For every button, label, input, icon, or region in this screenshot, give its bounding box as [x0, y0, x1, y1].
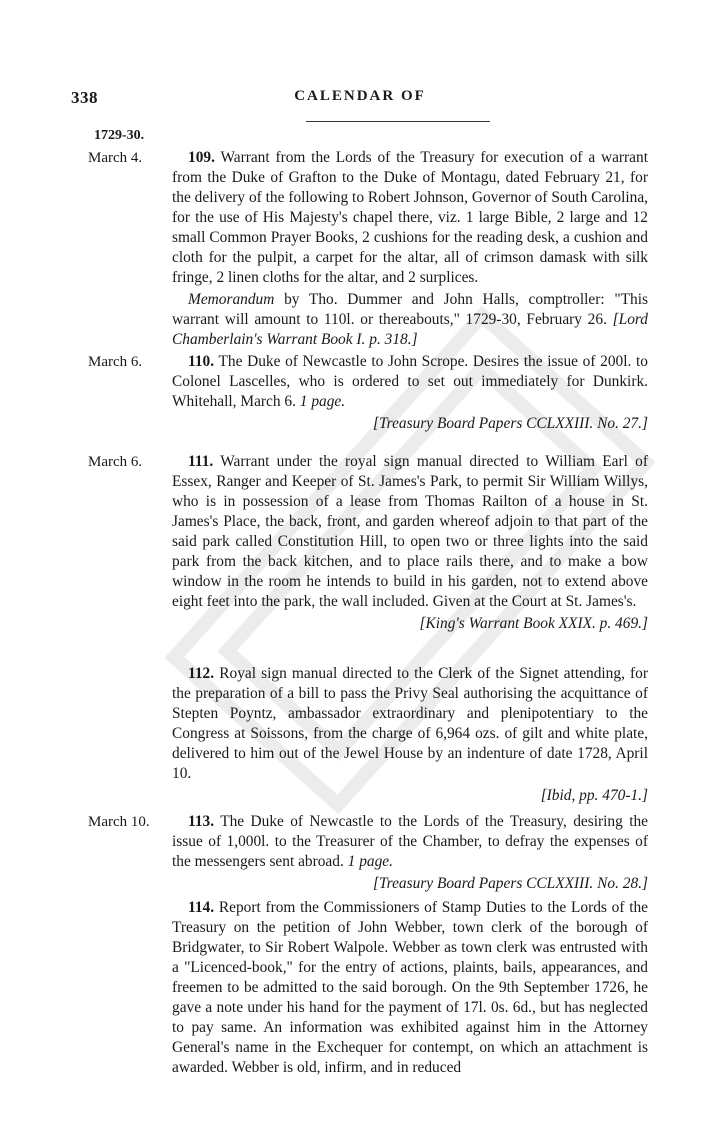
entry-source: [Ibid, pp. 470-1.]: [540, 787, 648, 804]
entry-text: Warrant from the Lords of the Treasury for execution of a warrant from the Duke of Grafton to the Duke of Montagu, dated February 21, for the delivery of the following to Robert Johnson, Governor of South Carolina, for the use of His Majesty's chapel there, viz. 1 large Bible, 2 large and 12 small Common Prayer Books, 2 cushions for the reading desk, a cushion and cloth for the pulpit, a carpet for the altar, all of crimson damask with silk fringe, 2 linen cloths for the altar, and 2 surplices.: [172, 149, 648, 286]
entry-text: Report from the Commissioners of Stamp Duties to the Lords of the Treasury on the petition of John Webber, town clerk of the borough of Bridgwater, to Sir Robert Walpole. Webber as town clerk was entrusted with a "Licenced-book," for the entry of actions, plaints, bails, appearances, and freemen to be admitted to the said borough. On the 9th September 1726, he gave a note under his hand for the payment of 17l. 0s. 6d., but has neglected to pay same. An information was exhibited against him in the Attorney General's name in the Exchequer for contempt, on which an attachment is awarded. Webber is old, infirm, and in reduced: [172, 899, 648, 1076]
memo-text: by Tho. Dummer and John Halls, comptroller: "This warrant will amount to 110l. or thereabouts," 1729-30, February 26.: [172, 291, 648, 328]
entry-text: Royal sign manual directed to the Clerk of the Signet attending, for the preparation of a bill to pass the Privy Seal authorising the acquittance of Stepten Poyntz, ambassador extraordinary and plenipotentiary to the Congress at Soissons, from the charge of 6,964 ozs. of gilt and white plate, delivered to him out of the Jewel House by an indenture of date 1728, April 10.: [172, 665, 648, 782]
entry-source: [Lord Chamberlain's Warrant Book I. p. 318.]: [172, 311, 648, 348]
entry-body: [172, 812, 648, 894]
entry-date: March 4.: [88, 150, 143, 166]
entry-source: [Treasury Board Papers CCLXXIII. No. 28.]: [372, 875, 648, 892]
running-head: [0, 88, 720, 112]
entry-date: March 6.: [88, 354, 143, 370]
entry-text: The Duke of Newcastle to John Scrope. Desires the issue of 200l. to Colonel Lascelles, who is ordered to set out immediately for Dunkirk. Whitehall, March 6.: [172, 353, 648, 410]
entry-body: [172, 664, 648, 806]
entry-number: 112.: [188, 665, 215, 682]
entry-source: [Treasury Board Papers CCLXXIII. No. 27.]: [372, 415, 648, 432]
entry-date: March 6.: [88, 454, 143, 470]
entry-body: [172, 148, 648, 350]
entry-body: [172, 452, 648, 634]
entry-extent: 1 page.: [299, 393, 346, 410]
page-number: 338: [71, 88, 98, 107]
entry-body: [172, 352, 648, 434]
entry-date: March 10.: [88, 814, 150, 830]
running-title: CALENDAR OF: [294, 88, 426, 104]
entry-text: Warrant under the royal sign manual directed to William Earl of Essex, Ranger and Keeper of St. James's Park, to permit Sir William Willys, who is in possession of a lease from Thomas Railton of a house in St. James's Place, the back, front, and garden whereof adjoin to that part of the said park called Constitution Hill, to open two or three lights into the said park from the back kitchen, and to place rails there, and to make a bow window in the room he intends to build in his garden, not to extend above eight feet into the park, the wall included. Given at the Court at St. James's.: [172, 453, 648, 610]
memo-label: Memorandum: [188, 291, 275, 308]
entry-text: The Duke of Newcastle to the Lords of the Treasury, desiring the issue of 1,000l. to the Treasurer of the Chamber, to defray the expenses of the messengers sent abroad.: [172, 813, 648, 870]
entry-number: 114.: [188, 899, 215, 916]
entry-number: 111.: [188, 453, 214, 470]
entry-extent: 1 page.: [347, 853, 393, 870]
year-heading: 1729-30.: [94, 128, 145, 143]
entry-body: [172, 898, 648, 1078]
entry-number: 113.: [188, 813, 215, 830]
entry-source: [King's Warrant Book XXIX. p. 469.]: [419, 615, 648, 632]
entry-number: 109.: [188, 149, 215, 166]
entry-number: 110.: [188, 353, 215, 370]
header-rule: [306, 121, 490, 122]
